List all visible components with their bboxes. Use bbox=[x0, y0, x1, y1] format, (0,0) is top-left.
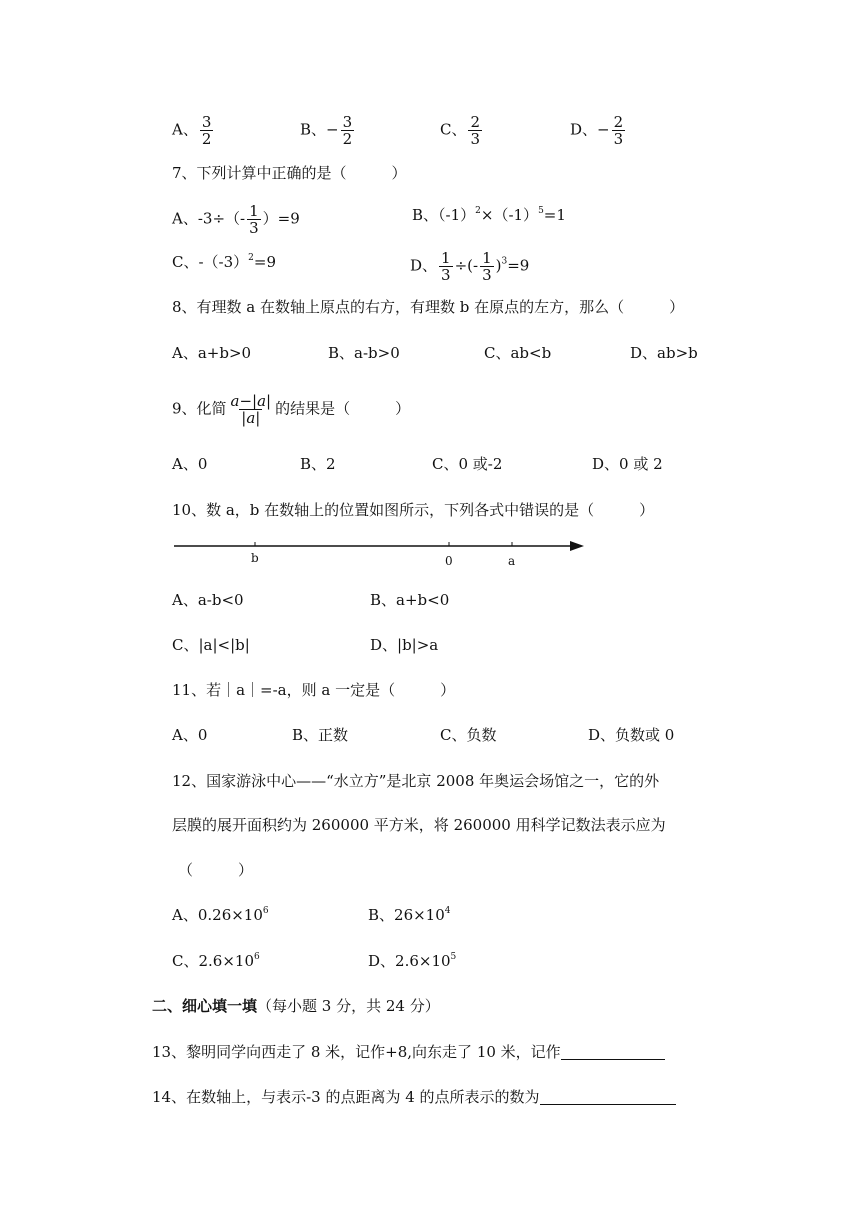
q10-option-b: B、a+b<0 bbox=[370, 591, 450, 609]
arrow-right-icon bbox=[570, 541, 584, 551]
axis-label-b: b bbox=[251, 551, 259, 565]
q12-option-c: C、$2.6\times 10^6$ bbox=[172, 952, 260, 970]
q9-option-a: A、0 bbox=[172, 455, 208, 473]
axis-label-a: a bbox=[508, 554, 516, 568]
q6-option-d: D、− $\frac{2}{3}$ bbox=[570, 113, 624, 148]
fraction: $\frac{1}{3}$ bbox=[482, 249, 492, 284]
q9-option-b: B、2 bbox=[300, 455, 336, 473]
q7-option-c: C、$-(-3)^2=9$ bbox=[172, 253, 277, 271]
q10-option-d: D、|b|>a bbox=[370, 636, 439, 654]
q12-line-1: 12、国家游泳中心——“水立方”是北京 2008 年奥运会场馆之一，它的外 bbox=[172, 772, 660, 790]
q12-line-2: 层膜的展开面积约为 260000 平方米，将 260000 用科学记数法表示应为 bbox=[172, 816, 666, 834]
q8-stem: 8、有理数 a 在数轴上原点的右方，有理数 b 在原点的左方，那么（ ） bbox=[172, 298, 685, 316]
answer-blank[interactable] bbox=[561, 1043, 665, 1060]
q11-stem: 11、若｜a｜=-a，则 a 一定是（ ） bbox=[172, 681, 456, 699]
axis-label-0: 0 bbox=[445, 554, 453, 568]
q11-option-b: B、正数 bbox=[292, 726, 349, 744]
q12-line-3: （ ） bbox=[178, 861, 254, 879]
fraction: $\frac{2}{3}$ bbox=[613, 113, 624, 148]
q8-option-b: B、a-b>0 bbox=[328, 344, 400, 362]
q10-stem: 10、数 a，b 在数轴上的位置如图所示，下列各式中错误的是（ ） bbox=[172, 501, 655, 519]
q6-option-c: C、 $\frac{2}{3}$ bbox=[440, 113, 481, 148]
fraction: $\frac{1}{3}$ bbox=[249, 202, 259, 237]
q9-option-c: C、0 或-2 bbox=[432, 455, 503, 473]
q7-option-a: A、-3÷（- $\frac{1}{3}$ ）=9 bbox=[172, 202, 300, 237]
q6-option-a: A、 $\frac{3}{2}$ bbox=[172, 113, 212, 148]
q11-option-a: A、0 bbox=[172, 726, 208, 744]
fraction: $\frac{a-|a|}{|a|}$ bbox=[230, 392, 272, 427]
fraction: $\frac{3}{2}$ bbox=[342, 113, 353, 148]
q9-stem: 9、化简 $\frac{a-|a|}{|a|}$ 的结果是（ ） bbox=[172, 392, 411, 427]
q12-option-a: A、$0.26\times 10^6$ bbox=[172, 906, 269, 924]
q7-option-b: B、$(-1)^2\times(-1)^5=1$ bbox=[412, 206, 566, 224]
q10-option-c: C、|a|<|b| bbox=[172, 636, 250, 654]
q8-option-a: A、a+b>0 bbox=[172, 344, 252, 362]
q8-option-d: D、ab>b bbox=[630, 344, 698, 362]
q14-stem: 14、在数轴上，与表示-3 的点距离为 4 的点所表示的数为 bbox=[152, 1087, 676, 1107]
section-2-heading: 二、细心填一填（每小题 3 分，共 24 分） bbox=[152, 997, 440, 1015]
number-line bbox=[170, 536, 590, 570]
q10-option-a: A、a-b<0 bbox=[172, 591, 244, 609]
q12-option-b: B、$26\times 10^4$ bbox=[368, 906, 451, 924]
fraction: $\frac{2}{3}$ bbox=[470, 113, 481, 148]
q7-option-d: D、 $\frac{1}{3}$ ÷(- $\frac{1}{3}$ )$^3$=9 bbox=[410, 249, 530, 284]
q11-option-c: C、负数 bbox=[440, 726, 497, 744]
q13-stem: 13、黎明同学向西走了 8 米，记作+8,向东走了 10 米，记作 bbox=[152, 1042, 665, 1062]
q8-option-c: C、ab<b bbox=[484, 344, 552, 362]
q12-option-d: D、$2.6\times 10^5$ bbox=[368, 952, 457, 970]
q6-option-b: B、− $\frac{3}{2}$ bbox=[300, 113, 353, 148]
answer-blank[interactable] bbox=[540, 1088, 676, 1105]
q11-option-d: D、负数或 0 bbox=[588, 726, 675, 744]
fraction: $\frac{3}{2}$ bbox=[201, 113, 212, 148]
q7-stem: 7、下列计算中正确的是（ ） bbox=[172, 164, 407, 182]
fraction: $\frac{1}{3}$ bbox=[441, 249, 451, 284]
q9-option-d: D、0 或 2 bbox=[592, 455, 663, 473]
